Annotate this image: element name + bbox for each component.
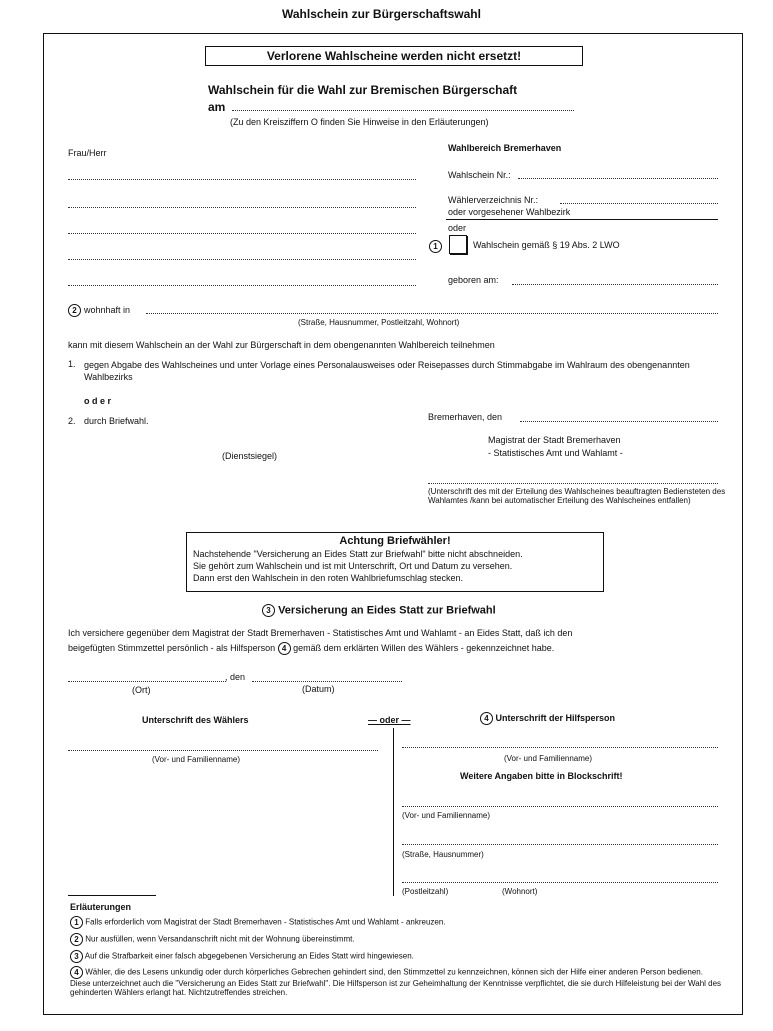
place-line[interactable]	[68, 681, 226, 682]
am-label: am	[208, 100, 226, 114]
affidavit-text-2	[68, 642, 554, 655]
district-label: oder vorgesehener Wahlbezirk	[448, 207, 571, 217]
option-2-number: 2.	[68, 416, 76, 426]
ballot-no-line[interactable]	[518, 178, 718, 179]
attention-line-1: Nachstehende "Versicherung an Eides Statt zur Briefwahl" bitte nicht abschneiden.	[193, 549, 523, 559]
circle-four-icon: 4	[278, 642, 291, 655]
note-3-text: Auf die Strafbarkeit einer falsch abgegebenen Versicherung an Eides Statt wird hingewiesen.	[84, 951, 414, 961]
residence-sublabel: (Straße, Hausnummer, Postleitzahl, Wohnort)	[298, 318, 460, 327]
born-line[interactable]	[512, 284, 718, 285]
helper-name-label: (Vor- und Familienname)	[504, 754, 593, 763]
circle-two-icon: 2	[70, 933, 83, 946]
helper-street-line[interactable]	[402, 844, 718, 845]
helper-signature-heading	[480, 712, 615, 725]
born-label: geboren am:	[448, 275, 499, 285]
circle-four-icon: 4	[480, 712, 493, 725]
attention-line-2: Sie gehört zum Wahlschein und ist mit Unterschrift, Ort und Datum zu versehen.	[193, 561, 513, 571]
voting-area-label: Wahlbereich Bremerhaven	[448, 143, 562, 153]
options-oder: o d e r	[84, 396, 112, 406]
magistrat-line-2: - Statistisches Amt und Wahlamt -	[488, 448, 623, 458]
note-1	[70, 916, 446, 929]
name-line-4[interactable]	[68, 259, 416, 260]
helper-name-line[interactable]	[402, 806, 718, 807]
note-2-text: Nur ausfüllen, wenn Versandanschrift nicht mit der Wohnung übereinstimmt.	[85, 934, 355, 944]
circle-two-icon: 2	[68, 304, 81, 317]
place-date-label: Bremerhaven, den	[428, 412, 503, 422]
can-vote-text: kann mit diesem Wahlschein an der Wahl zur Bürgerschaft in dem obengenannten Wahlbereich teilnehmen	[68, 340, 495, 350]
residence-line[interactable]	[146, 313, 718, 314]
attention-box	[186, 532, 604, 592]
page-title: Wahlschein zur Bürgerschaftswahl	[282, 7, 481, 21]
note-1-text: Falls erforderlich vom Magistrat der Stadt Bremerhaven - Statistisches Amt und Wahlamt - ankreuzen.	[85, 917, 446, 927]
helper-name-label-2: (Vor- und Familienname)	[402, 811, 491, 820]
checkbox-label: Wahlschein gemäß § 19 Abs. 2 LWO	[473, 240, 620, 250]
marker-1	[429, 238, 442, 256]
election-date-line[interactable]	[232, 110, 574, 111]
ballot-checkbox[interactable]	[449, 235, 467, 254]
marker-2	[68, 302, 81, 320]
affidavit-text-1: Ich versichere gegenüber dem Magistrat der Stadt Bremerhaven - Statistisches Amt und Wahlamt - an Eides Statt, daß ich den	[68, 628, 573, 638]
ort-label: (Ort)	[132, 685, 151, 695]
voter-signature-title: Unterschrift des Wählers	[142, 715, 249, 725]
circle-one-icon: 1	[70, 916, 83, 929]
affidavit-text-2a: beigefügten Stimmzettel persönlich - als Hilfsperson	[68, 642, 276, 653]
hint-circle-text: (Zu den Kreisziffern O finden Sie Hinweise in den Erläuterungen)	[230, 117, 489, 127]
name-line-2[interactable]	[68, 207, 416, 208]
ballot-no-label: Wahlschein Nr.:	[448, 170, 511, 180]
salutation-label: Frau/Herr	[68, 148, 107, 158]
affidavit-text-2b: gemäß dem erklärten Willen des Wählers - gekennzeichnet habe.	[293, 642, 555, 653]
note-3	[70, 950, 414, 963]
voter-signature-line[interactable]	[68, 750, 378, 751]
helper-signature-line[interactable]	[402, 747, 718, 748]
helper-signature-title: Unterschrift der Hilfsperson	[495, 712, 616, 723]
district-underline	[446, 219, 718, 220]
circle-three-icon: 3	[70, 950, 83, 963]
right-oder-label: oder	[448, 223, 467, 233]
residence-label: wohnhaft in	[84, 305, 131, 315]
voter-name-label: (Vor- und Familienname)	[152, 755, 241, 764]
helper-city-label: (Wohnort)	[502, 887, 538, 896]
note-4	[70, 966, 722, 997]
seal-label: (Dienstsiegel)	[222, 451, 278, 461]
option-1-number: 1.	[68, 359, 76, 369]
place-date-line[interactable]	[520, 421, 718, 422]
name-line-5[interactable]	[68, 285, 416, 286]
name-line-1[interactable]	[68, 179, 416, 180]
attention-title: Achtung Briefwähler!	[339, 535, 451, 547]
name-line-3[interactable]	[68, 233, 416, 234]
register-no-line[interactable]	[560, 203, 718, 204]
note-4-text: Wähler, die des Lesens unkundig oder durch körperliches Gebrechen gehindert sind, den Stimmzettel zu kennzeichnen, können sich der Hilfe einer anderen Person bedienen. Diese unterzeichnet auch die "Versicherung an Eides Statt zur Briefwahl". Die Hilfsperson ist zur Geheimhaltung der Kenntnisse verpflichtet, die sie durch Hilfeleistung bei der Wahl des gehinderten Wählers erlangt hat. Nichtzutreffendes streichen.	[70, 967, 722, 997]
signature-note: (Unterschrift des mit der Erteilung des Wahlscheines beauftragten Bediensteten des Wahlamtes /kann bei automatischer Erteilung des Wahlscheines entfallen)	[428, 487, 726, 505]
date-line[interactable]	[252, 681, 402, 682]
signatures-oder: — oder —	[368, 715, 411, 725]
affidavit-den: , den	[225, 672, 246, 682]
helper-address-line[interactable]	[402, 882, 718, 883]
note-2	[70, 933, 355, 946]
affidavit-title: Versicherung an Eides Statt zur Briefwahl	[278, 604, 496, 617]
main-title: Wahlschein für die Wahl zur Bremischen Bürgerschaft	[208, 83, 518, 97]
option-2-text: durch Briefwahl.	[84, 416, 149, 426]
helper-street-label: (Straße, Hausnummer)	[402, 850, 484, 859]
official-signature-line[interactable]	[428, 483, 718, 484]
notice-lost-text: Verlorene Wahlscheine werden nicht ersetzt!	[266, 49, 522, 63]
circle-one-icon: 1	[429, 240, 442, 253]
notice-lost-box	[205, 46, 583, 66]
block-letters-note: Weitere Angaben bitte in Blockschrift!	[460, 771, 623, 781]
notes-separator	[68, 895, 156, 896]
attention-line-3: Dann erst den Wahlschein in den roten Wahlbriefumschlag stecken.	[193, 573, 463, 583]
datum-label: (Datum)	[302, 684, 335, 694]
register-no-label: Wählerverzeichnis Nr.:	[448, 195, 539, 205]
circle-four-icon: 4	[70, 966, 83, 979]
circle-three-icon: 3	[262, 604, 275, 617]
affidavit-heading	[262, 604, 496, 617]
magistrat-line-1: Magistrat der Stadt Bremerhaven	[488, 435, 621, 445]
notes-title: Erläuterungen	[70, 902, 132, 912]
signature-divider	[393, 728, 394, 896]
option-1-text: gegen Abgabe des Wahlscheines und unter Vorlage eines Personalausweises oder Reisepasses durch Stimmabgabe im Wahlraum des obengenannten Wahlbezirks	[84, 360, 690, 382]
helper-postcode-label: (Postleitzahl)	[402, 887, 449, 896]
